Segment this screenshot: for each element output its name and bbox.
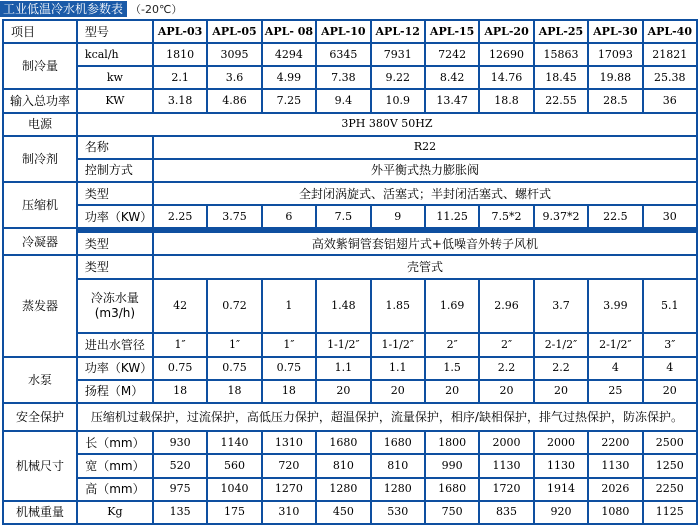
model-cell: APL-40 (644, 21, 696, 42)
value-cell: 21821 (644, 44, 696, 65)
value-cell: 1080 (589, 502, 641, 523)
weight-unit: Kg (78, 502, 152, 523)
value-cell: 3.18 (154, 90, 206, 111)
value-cell: 10.9 (372, 90, 424, 111)
pump-power-row (4, 358, 696, 379)
value-cell: 1″ (263, 334, 315, 355)
pump-label: 水泵 (4, 358, 76, 402)
total-power-row (4, 90, 696, 111)
header-item: 项目 (4, 21, 76, 42)
model-cell: APL-15 (426, 21, 478, 42)
value-cell: 28.5 (589, 90, 641, 111)
value-cell: 4.99 (263, 67, 315, 88)
value-cell: 3.75 (208, 206, 260, 227)
page-subtitle: （-20℃） (130, 2, 183, 16)
value-cell: 560 (208, 455, 260, 476)
control-value: 外平衡式热力膨胀阀 (154, 160, 696, 181)
compressor-type-row (4, 183, 696, 204)
value-cell: 0.75 (154, 358, 206, 379)
value-cell: 2000 (535, 432, 587, 453)
value-cell: 1″ (154, 334, 206, 355)
power-supply-label: 电源 (4, 114, 76, 135)
dim-width-row (4, 455, 696, 476)
value-cell: 1810 (154, 44, 206, 65)
cooling-kcal-row (4, 44, 696, 65)
value-cell: 3095 (208, 44, 260, 65)
value-cell: 36 (644, 90, 696, 111)
value-cell: 1680 (372, 432, 424, 453)
value-cell: 42 (154, 280, 206, 333)
compressor-label: 压缩机 (4, 183, 76, 227)
dim-length-row (4, 432, 696, 453)
evaporator-type-row (4, 256, 696, 277)
value-cell: 6 (263, 206, 315, 227)
value-cell: 9.4 (317, 90, 369, 111)
model-cell: APL-10 (317, 21, 369, 42)
condenser-type-row (4, 233, 696, 254)
value-cell: 18.8 (480, 90, 532, 111)
value-cell: 2.2 (480, 358, 532, 379)
value-cell: 1140 (208, 432, 260, 453)
model-cell: APL-20 (480, 21, 532, 42)
cooling-kw-row (4, 67, 696, 88)
value-cell: 990 (426, 455, 478, 476)
value-cell: 3.7 (535, 280, 587, 333)
value-cell: 1.1 (317, 358, 369, 379)
value-cell: 1.69 (426, 280, 478, 333)
value-cell: 8.42 (426, 67, 478, 88)
value-cell: 20 (480, 381, 532, 402)
value-cell: 175 (208, 502, 260, 523)
value-cell: 4294 (263, 44, 315, 65)
cooling-label: 制冷量 (4, 44, 76, 88)
value-cell: 1130 (535, 455, 587, 476)
value-cell: 2.1 (154, 67, 206, 88)
value-cell: 1.5 (426, 358, 478, 379)
value-cell: 11.25 (426, 206, 478, 227)
evaporator-type-label: 类型 (78, 256, 152, 277)
value-cell: 3.99 (589, 280, 641, 333)
value-cell: 1.85 (372, 280, 424, 333)
value-cell: 2-1/2″ (535, 334, 587, 355)
value-cell: 0.72 (208, 280, 260, 333)
value-cell: 1680 (317, 432, 369, 453)
height-label: 高（mm） (78, 479, 152, 500)
value-cell: 930 (154, 432, 206, 453)
value-cell: 2000 (480, 432, 532, 453)
value-cell: 1-1/2″ (372, 334, 424, 355)
evaporator-type: 壳管式 (154, 256, 696, 277)
total-power-unit: KW (78, 90, 152, 111)
dimensions-label: 机械尺寸 (4, 432, 76, 499)
pump-head-row (4, 381, 696, 402)
value-cell: 3.6 (208, 67, 260, 88)
value-cell: 530 (372, 502, 424, 523)
condenser-label: 冷凝器 (4, 229, 76, 254)
value-cell: 1720 (480, 479, 532, 500)
value-cell: 4.86 (208, 90, 260, 111)
value-cell: 1680 (426, 479, 478, 500)
width-label: 宽（mm） (78, 455, 152, 476)
compressor-type: 全封闭涡旋式、活塞式；半封闭活塞式、螺杆式 (154, 183, 696, 204)
value-cell: 7.5 (317, 206, 369, 227)
safety-row (4, 404, 696, 430)
header-row (4, 21, 696, 42)
value-cell: 18 (154, 381, 206, 402)
value-cell: 1″ (208, 334, 260, 355)
value-cell: 18.45 (535, 67, 587, 88)
value-cell: 2.2 (535, 358, 587, 379)
model-cell: APL- 08 (263, 21, 315, 42)
value-cell: 2″ (480, 334, 532, 355)
value-cell: 2.96 (480, 280, 532, 333)
value-cell: 1130 (480, 455, 532, 476)
value-cell: 1.1 (372, 358, 424, 379)
value-cell: 25.38 (644, 67, 696, 88)
value-cell: 5.1 (644, 280, 696, 333)
control-label: 控制方式 (78, 160, 152, 181)
value-cell: 2″ (426, 334, 478, 355)
value-cell: 2500 (644, 432, 696, 453)
compressor-power-row (4, 206, 696, 227)
model-cell: APL-03 (154, 21, 206, 42)
flow-label-main: 冷冻水量 (90, 290, 139, 305)
weight-label: 机械重量 (4, 502, 76, 523)
value-cell: 2-1/2″ (589, 334, 641, 355)
value-cell: 0.75 (263, 358, 315, 379)
value-cell: 13.47 (426, 90, 478, 111)
value-cell: 17093 (589, 44, 641, 65)
title-bar (0, 0, 182, 17)
value-cell: 1914 (535, 479, 587, 500)
pump-head-label: 扬程（M） (78, 381, 152, 402)
value-cell: 18 (263, 381, 315, 402)
value-cell: 4 (644, 358, 696, 379)
value-cell: 1280 (372, 479, 424, 500)
value-cell: 1310 (263, 432, 315, 453)
compressor-power-label: 功率（KW） (78, 206, 152, 227)
value-cell: 7242 (426, 44, 478, 65)
value-cell: 975 (154, 479, 206, 500)
page-title: 工业低温冷水机参数表 (0, 1, 127, 17)
value-cell: 4 (589, 358, 641, 379)
safety-value: 压缩机过载保护，过流保护，高低压力保护，超温保护，流量保护，相序/缺相保护，排气过热保护，防冻保护。 (78, 404, 696, 430)
value-cell: 1125 (644, 502, 696, 523)
pipe-label: 进出水管径 (78, 334, 152, 355)
value-cell: 9.22 (372, 67, 424, 88)
value-cell: 135 (154, 502, 206, 523)
power-supply-value: 3PH 380V 50HZ (78, 114, 696, 135)
refrigerant-name-row (4, 137, 696, 158)
value-cell: 7.5*2 (480, 206, 532, 227)
value-cell: 20 (644, 381, 696, 402)
refrigerant-name: R22 (154, 137, 696, 158)
kw-unit: kw (78, 67, 152, 88)
value-cell: 2250 (644, 479, 696, 500)
value-cell: 1280 (317, 479, 369, 500)
value-cell: 1250 (644, 455, 696, 476)
value-cell: 1800 (426, 432, 478, 453)
value-cell: 810 (372, 455, 424, 476)
spec-table (2, 19, 698, 525)
value-cell: 750 (426, 502, 478, 523)
value-cell: 7.38 (317, 67, 369, 88)
value-cell: 720 (263, 455, 315, 476)
flow-label (78, 280, 152, 333)
value-cell: 1040 (208, 479, 260, 500)
value-cell: 1130 (589, 455, 641, 476)
value-cell: 0.75 (208, 358, 260, 379)
value-cell: 310 (263, 502, 315, 523)
total-power-label: 输入总功率 (4, 90, 76, 111)
value-cell: 14.76 (480, 67, 532, 88)
value-cell: 1.48 (317, 280, 369, 333)
condenser-type: 高效紫铜管套铝翅片式+低噪音外转子风机 (154, 233, 696, 254)
value-cell: 810 (317, 455, 369, 476)
value-cell: 20 (535, 381, 587, 402)
compressor-type-label: 类型 (78, 183, 152, 204)
value-cell: 450 (317, 502, 369, 523)
value-cell: 1 (263, 280, 315, 333)
value-cell: 22.5 (589, 206, 641, 227)
flow-label-unit: (m3/h) (94, 305, 136, 320)
value-cell: 1270 (263, 479, 315, 500)
value-cell: 12690 (480, 44, 532, 65)
value-cell: 7.25 (263, 90, 315, 111)
value-cell: 25 (589, 381, 641, 402)
value-cell: 20 (426, 381, 478, 402)
value-cell: 2.25 (154, 206, 206, 227)
length-label: 长（mm） (78, 432, 152, 453)
value-cell: 2200 (589, 432, 641, 453)
model-cell: APL-25 (535, 21, 587, 42)
value-cell: 18 (208, 381, 260, 402)
kcal-unit: kcal/h (78, 44, 152, 65)
value-cell: 30 (644, 206, 696, 227)
evaporator-flow-row (4, 280, 696, 333)
evaporator-pipe-row (4, 334, 696, 355)
value-cell: 920 (535, 502, 587, 523)
value-cell: 3″ (644, 334, 696, 355)
weight-row (4, 502, 696, 523)
dim-height-row (4, 479, 696, 500)
model-cell: APL-12 (372, 21, 424, 42)
refrigerant-name-label: 名称 (78, 137, 152, 158)
value-cell: 1-1/2″ (317, 334, 369, 355)
value-cell: 20 (372, 381, 424, 402)
value-cell: 9.37*2 (535, 206, 587, 227)
value-cell: 15863 (535, 44, 587, 65)
value-cell: 520 (154, 455, 206, 476)
value-cell: 7931 (372, 44, 424, 65)
safety-label: 安全保护 (4, 404, 76, 430)
condenser-type-label: 类型 (78, 233, 152, 254)
value-cell: 835 (480, 502, 532, 523)
value-cell: 2026 (589, 479, 641, 500)
evaporator-label: 蒸发器 (4, 256, 76, 355)
power-supply-row (4, 114, 696, 135)
model-cell: APL-05 (208, 21, 260, 42)
refrigerant-label: 制冷剂 (4, 137, 76, 181)
value-cell: 20 (317, 381, 369, 402)
value-cell: 9 (372, 206, 424, 227)
pump-power-label: 功率（KW） (78, 358, 152, 379)
header-model: 型号 (78, 21, 152, 42)
model-cell: APL-30 (589, 21, 641, 42)
value-cell: 22.55 (535, 90, 587, 111)
refrigerant-control-row (4, 160, 696, 181)
value-cell: 19.88 (589, 67, 641, 88)
value-cell: 6345 (317, 44, 369, 65)
